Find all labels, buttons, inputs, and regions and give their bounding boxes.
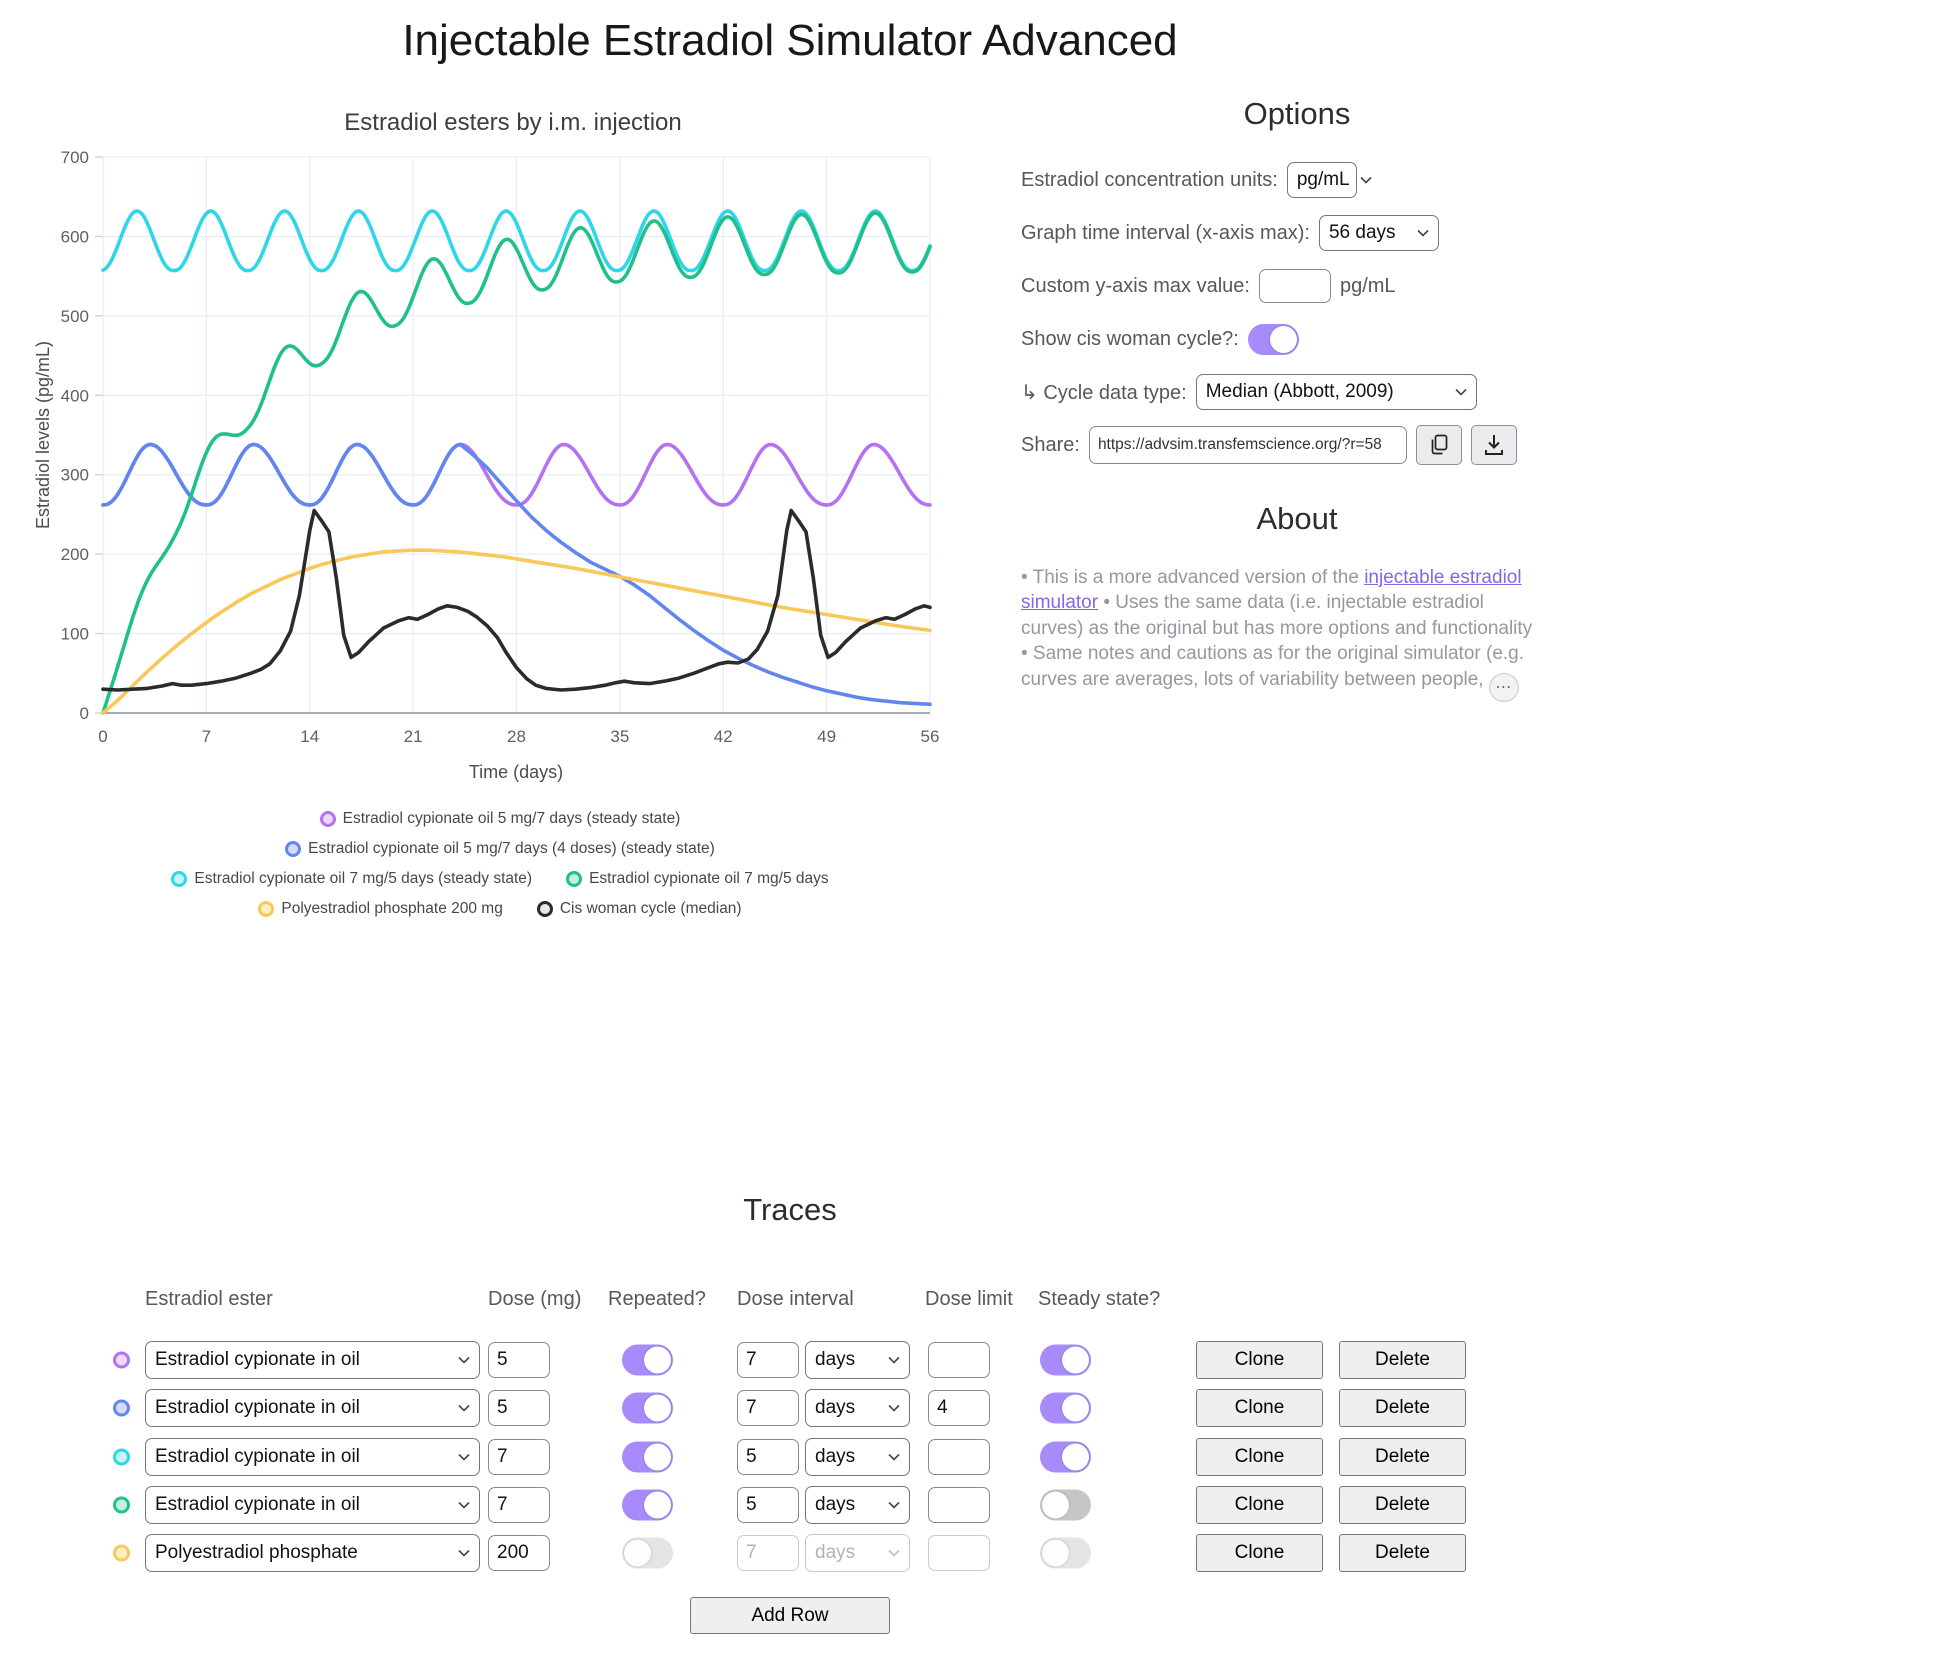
chevron-down-icon [888,1356,900,1364]
dose-limit-input[interactable] [928,1439,990,1475]
download-button[interactable] [1471,425,1517,465]
ymax-input[interactable] [1259,269,1331,303]
clone-button[interactable]: Clone [1196,1438,1323,1476]
units-label: Estradiol concentration units: [1021,168,1278,191]
svg-text:0: 0 [79,704,89,723]
toggle-knob [644,1444,671,1471]
interval-unit-select[interactable]: days [805,1389,910,1427]
col-dose-limit: Dose limit [925,1288,1013,1310]
legend-item[interactable]: Polyestradiol phosphate 200 mg [258,900,502,918]
share-label: Share: [1021,433,1080,456]
about-heading: About [1256,501,1338,536]
dose-input[interactable] [488,1439,550,1475]
toggle-knob [1062,1444,1089,1471]
legend-row [25,894,975,924]
dose-limit-input[interactable] [928,1390,990,1426]
legend-marker-icon [285,841,301,857]
svg-text:500: 500 [60,306,89,326]
toggle-knob [644,1492,671,1519]
x-axis-title: Time (days) [468,762,564,782]
chevron-down-icon [888,1453,900,1461]
trace-color-marker [113,1400,130,1417]
interval-unit-select[interactable]: days [805,1486,910,1524]
repeated-toggle[interactable] [622,1490,673,1521]
chevron-down-icon [458,1501,470,1509]
toggle-knob [1270,326,1297,353]
col-steady-state: Steady state? [1038,1288,1161,1310]
toggle-knob [624,1540,651,1567]
interval-unit-select[interactable]: days [805,1341,910,1379]
chevron-down-icon [888,1549,900,1557]
delete-button[interactable]: Delete [1339,1486,1466,1524]
share-url-input[interactable] [1089,426,1407,464]
y-axis-title: Estradiol levels (pg/mL) [33,340,53,530]
dose-interval-input[interactable] [737,1342,799,1378]
col-repeated: Repeated? [608,1288,706,1310]
trace-row [0,1437,1580,1477]
chevron-down-icon [458,1356,470,1364]
chart-title: Estradiol esters by i.m. injection [344,109,682,136]
trace-row [0,1388,1580,1428]
dose-input[interactable] [488,1535,550,1571]
clone-button[interactable]: Clone [1196,1389,1323,1427]
col-estradiol-ester: Estradiol ester [145,1288,273,1310]
svg-text:7: 7 [201,727,212,746]
steady-state-toggle[interactable] [1040,1538,1091,1569]
option-row-ymax [1021,266,1573,306]
dose-interval-input[interactable] [737,1487,799,1523]
option-row-share [1021,425,1573,465]
cis-cycle-label: Show cis woman cycle?: [1021,327,1239,350]
repeated-toggle[interactable] [622,1538,673,1569]
time-interval-select[interactable]: 56 days [1319,215,1439,251]
option-row-time-interval [1021,213,1573,253]
interval-unit-select[interactable]: days [805,1438,910,1476]
cis-cycle-toggle[interactable] [1248,324,1299,355]
dose-input[interactable] [488,1342,550,1378]
dose-input[interactable] [488,1487,550,1523]
dose-limit-input[interactable] [928,1487,990,1523]
steady-state-toggle[interactable] [1040,1345,1091,1376]
trace-color-marker [113,1449,130,1466]
delete-button[interactable]: Delete [1339,1389,1466,1427]
add-row-button[interactable]: Add Row [690,1597,890,1634]
col-dose-interval: Dose interval [737,1288,854,1310]
trace-color-marker [113,1545,130,1562]
ymax-label: Custom y-axis max value: [1021,274,1250,297]
toggle-knob [1042,1492,1069,1519]
repeated-toggle[interactable] [622,1393,673,1424]
trace-row [0,1485,1580,1525]
ester-select[interactable]: Estradiol cypionate in oil [145,1438,480,1476]
legend-row [25,864,975,894]
svg-text:600: 600 [60,227,89,247]
simulator-link[interactable]: injectable estradiol simulator [1021,567,1522,614]
delete-button[interactable]: Delete [1339,1341,1466,1379]
option-row-cis-cycle [1021,319,1573,359]
svg-text:300: 300 [60,465,89,485]
toggle-knob [1062,1347,1089,1374]
dose-interval-input[interactable] [737,1439,799,1475]
delete-button[interactable]: Delete [1339,1534,1466,1572]
legend-item[interactable]: Estradiol cypionate oil 7 mg/5 days [566,870,829,888]
expand-about-button[interactable]: ⋯ [1489,673,1519,702]
legend-marker-icon [566,871,582,887]
steady-state-toggle[interactable] [1040,1442,1091,1473]
option-row-units [1021,160,1573,200]
options-heading: Options [1243,96,1351,131]
dose-input[interactable] [488,1390,550,1426]
ymax-units-suffix: pg/mL [1339,274,1396,297]
svg-text:100: 100 [60,624,89,644]
about-paragraph: • This is a more advanced version of the injectable estradiol simulator • Uses the same data (i.e. injectable estradiol curves) as the original but has more options and functionality • Same notes and cautions as for the original simulator (e.g. curves are averages, lots of variability between people, ⋯ [1021,565,1535,702]
toggle-knob [1042,1540,1069,1567]
legend-marker-icon [320,811,336,827]
traces-heading: Traces [743,1192,837,1227]
repeated-toggle[interactable] [622,1442,673,1473]
legend-item[interactable]: Cis woman cycle (median) [537,900,742,918]
steady-state-toggle[interactable] [1040,1490,1091,1521]
ester-select[interactable]: Estradiol cypionate in oil [145,1341,480,1379]
chevron-down-icon [458,1453,470,1461]
toggle-knob [1062,1395,1089,1422]
chevron-down-icon [1417,229,1429,237]
clone-button[interactable]: Clone [1196,1341,1323,1379]
legend-marker-icon [537,901,553,917]
svg-text:200: 200 [60,545,89,565]
repeated-toggle[interactable] [622,1345,673,1376]
toggle-knob [644,1395,671,1422]
cycle-type-label: ↳ Cycle data type: [1021,381,1187,404]
svg-text:49: 49 [817,727,837,746]
dose-interval-input[interactable] [737,1535,799,1571]
download-icon [1483,433,1505,457]
dose-interval-input[interactable] [737,1390,799,1426]
page-title: Injectable Estradiol Simulator Advanced [402,16,1178,65]
ester-select[interactable]: Estradiol cypionate in oil [145,1486,480,1524]
options-panel [1021,96,1573,721]
delete-button[interactable]: Delete [1339,1438,1466,1476]
svg-text:42: 42 [713,727,733,746]
chevron-down-icon [458,1404,470,1412]
copy-share-button[interactable] [1416,425,1462,465]
estradiol-chart[interactable] [25,92,975,792]
clone-button[interactable]: Clone [1196,1486,1323,1524]
trace-color-marker [113,1352,130,1369]
clone-button[interactable]: Clone [1196,1534,1323,1572]
trace-row [0,1533,1580,1573]
legend-item[interactable]: Estradiol cypionate oil 7 mg/5 days (steady state) [171,870,532,888]
cycle-type-select[interactable]: Median (Abbott, 2009) [1196,374,1477,410]
legend-item[interactable]: Estradiol cypionate oil 5 mg/7 days (steady state) [320,810,681,828]
interval-unit-select[interactable]: days [805,1534,910,1572]
svg-text:35: 35 [610,727,630,746]
legend-marker-icon [258,901,274,917]
legend-row [25,834,975,864]
legend-item[interactable]: Estradiol cypionate oil 5 mg/7 days (4 doses) (steady state) [285,840,715,858]
dose-limit-input[interactable] [928,1342,990,1378]
dose-limit-input[interactable] [928,1535,990,1571]
svg-text:56: 56 [920,727,940,746]
svg-text:21: 21 [403,727,423,746]
svg-text:400: 400 [60,386,89,406]
chart-legend [25,804,975,924]
steady-state-toggle[interactable] [1040,1393,1091,1424]
chevron-down-icon [888,1404,900,1412]
ester-select[interactable]: Estradiol cypionate in oil [145,1389,480,1427]
svg-text:0: 0 [98,727,108,746]
chevron-down-icon [458,1549,470,1557]
svg-text:700: 700 [60,148,89,167]
svg-text:14: 14 [300,727,320,746]
option-row-cycle-type [1021,372,1573,412]
ester-select[interactable]: Polyestradiol phosphate [145,1534,480,1572]
units-select[interactable]: pg/mL [1287,162,1357,198]
chevron-down-icon [888,1501,900,1509]
trace-color-marker [113,1497,130,1514]
chevron-down-icon [1360,176,1372,184]
chart-svg [25,92,975,792]
legend-row [25,804,975,834]
trace-row [0,1340,1580,1380]
time-interval-label: Graph time interval (x-axis max): [1021,221,1310,244]
chevron-down-icon [1455,388,1467,396]
toggle-knob [644,1347,671,1374]
col-dose: Dose (mg) [488,1288,582,1310]
legend-marker-icon [171,871,187,887]
copy-icon [1428,433,1450,457]
svg-text:28: 28 [507,727,526,746]
